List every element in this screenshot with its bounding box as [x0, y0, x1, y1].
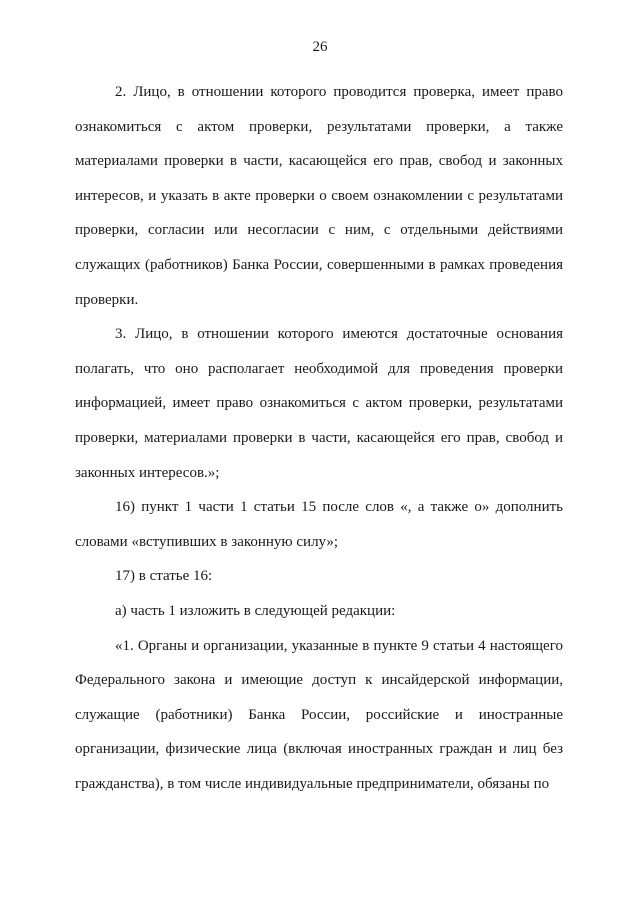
- paragraph-subitem-a: а) часть 1 изложить в следующей редакции:: [115, 602, 396, 619]
- paragraph-item-17: 17) в статье 16:: [115, 568, 213, 585]
- document-body: [75, 75, 563, 801]
- paragraph-2-right-to-review: 2. Лицо, в отношении которого проводится проверка, имеет право ознакомиться с актом проверки, результатами проверки, а также материалами проверки в части, касающейся его прав, свобод и законных интересов, и указать в акте проверки о своем ознакомлении с результатами проверки, согласии или несогласии с ним, с отдельными действиями служащих (работников) Банка России, совершенными в рамках проведения проверки.: [75, 84, 563, 308]
- page-number: 26: [312, 39, 328, 55]
- paragraph-article-16-part-1: «1. Органы и организации, указанные в пункте 9 статьи 4 настоящего Федерального закона и имеющие доступ к инсайдерской информации, служащие (работники) Банка России, российские и иностранные организации, физические лица (включая иностранных граждан и лиц без гражданства), в том числе индивидуальные предприниматели, обязаны по: [75, 637, 563, 792]
- paragraph-item-16: 16) пункт 1 части 1 статьи 15 после слов «, а также о» дополнить словами «вступивших в законную силу»;: [75, 499, 563, 550]
- paragraph-3-right-to-review: 3. Лицо, в отношении которого имеются достаточные основания полагать, что оно располагает необходимой для проведения проверки информацией, имеет право ознакомиться с актом проверки, результатами проверки, материалами проверки в части, касающейся его прав, свобод и законных интересов.»;: [75, 326, 563, 481]
